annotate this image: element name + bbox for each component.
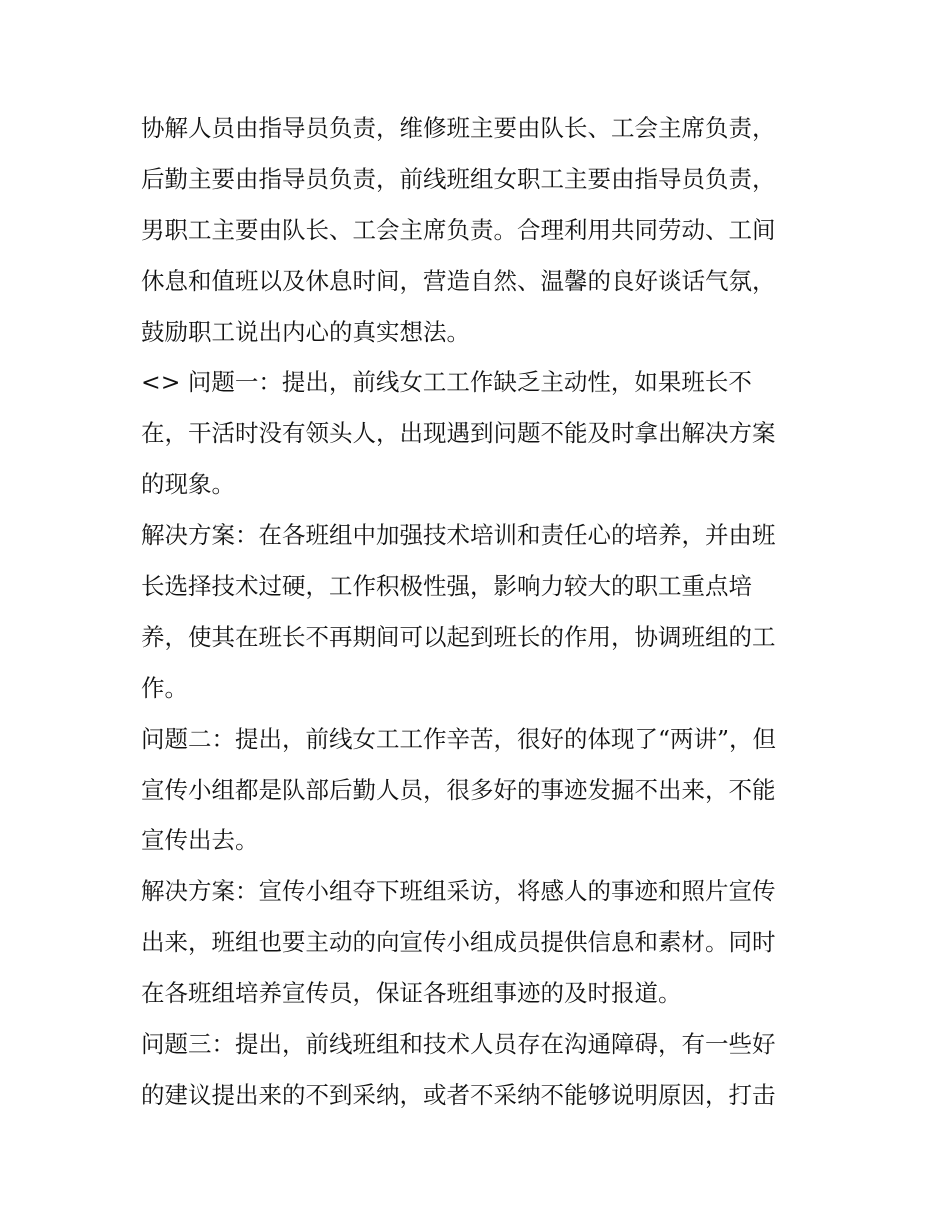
text-line: <> 问题一：提出，前线女工工作缺乏主动性，如果班长不 [141,368,752,397]
text-line: 协解人员由指导员负责，维修班主要由队长、工会主席负责， [141,114,776,142]
text-line: 出来，班组也要主动的向宣传小组成员提供信息和素材。同时 [141,928,776,957]
text-line: 在各班组培养宣传员，保证各班组事迹的及时报道。 [141,979,682,1008]
text-line: 在，干活时没有领头人，出现遇到问题不能及时拿出解决方案 [141,419,776,448]
text-line: 宣传出去。 [141,826,259,855]
text-line: 宣传小组都是队部后勤人员，很多好的事迹发掘不出来，不能 [141,775,776,804]
text-line: 的建议提出来的不到采纳，或者不采纳不能够说明原因，打击 [141,1080,776,1109]
text-line: 问题二：提出，前线女工工作辛苦，很好的体现了“两讲”，但 [141,724,777,753]
text-line: 后勤主要由指导员负责，前线班组女职工主要由指导员负责， [141,164,776,193]
text-line: 作。 [141,673,188,702]
text-line: 休息和值班以及休息时间，营造自然、温馨的良好谈话气氛， [141,266,776,295]
text-line: 鼓励职工说出内心的真实想法。 [141,317,470,346]
text-line: 养，使其在班长不再期间可以起到班长的作用，协调班组的工 [141,622,776,651]
body-text [141,103,821,1121]
text-line: 解决方案：在各班组中加强技术培训和责任心的培养，并由班 [141,521,776,550]
text-line: 的现象。 [141,470,235,499]
text-line: 问题三：提出，前线班组和技术人员存在沟通障碍，有一些好 [141,1030,776,1059]
text-line: 解决方案：宣传小组夺下班组采访，将感人的事迹和照片宣传 [141,877,776,906]
text-line: 长选择技术过硬，工作积极性强，影响力较大的职工重点培 [141,572,752,601]
text-line: 男职工主要由队长、工会主席负责。合理利用共同劳动、工间 [141,215,776,244]
